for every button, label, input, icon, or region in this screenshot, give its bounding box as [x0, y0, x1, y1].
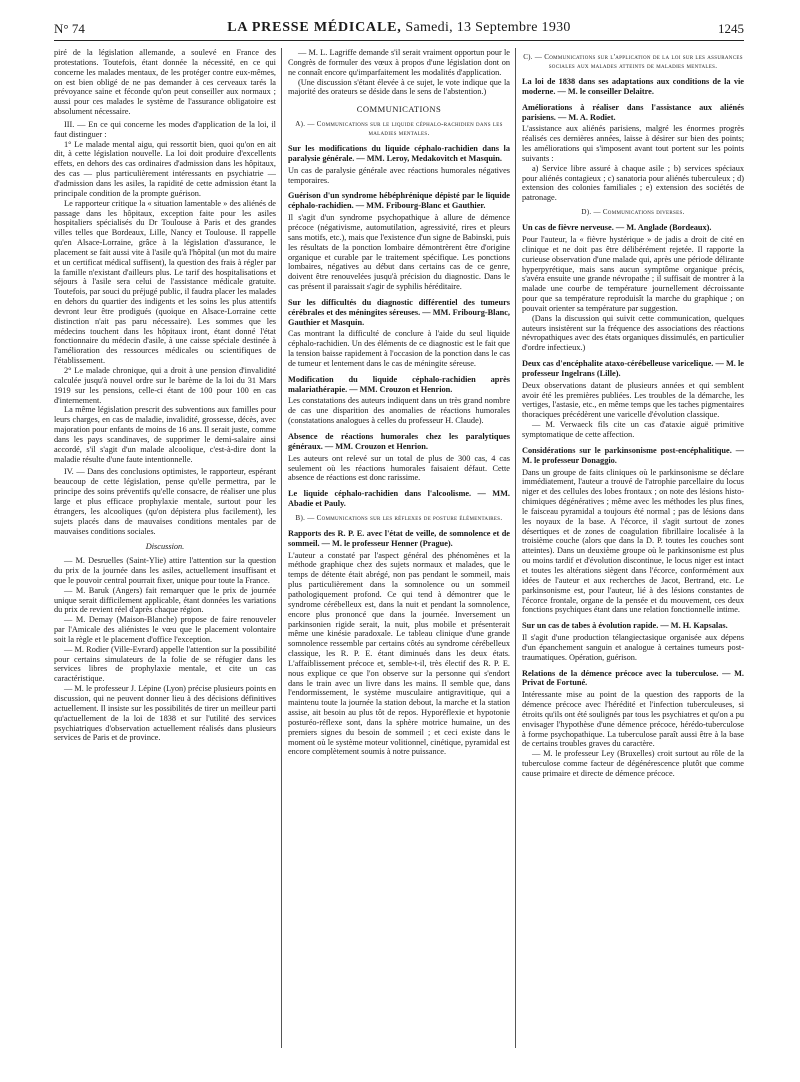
- article-heading: Un cas de fièvre nerveuse. — M. Anglade (Bordeaux).: [522, 223, 712, 233]
- journal-title: LA PRESSE MÉDICALE,: [227, 20, 402, 35]
- discussion-heading: Discussion.: [145, 542, 185, 552]
- paragraph: Le rapporteur critique la « situation lamentable » des aliénés de passage dans les hôpitaux, exception faite pour les asiles hospitaliers spécialisés du Dr Toulouse à Paris et des grandes villes telles que Bordeaux, Lille, Nancy et Toulouse. Il rappelle qu'en Alsace-Lorraine, grâce à la législation d'assurance, le placement se fait aussi vite à l'asile qu'à l'hôpital (un mot du maire et un certificat médical suffisent), la question des frais à régler par la famille n'existant d'ailleurs plus. Le tarif des hospitalisations et séjours à l'asile sera celui de l'assistance médicale gratuite. Toutefois, par souci du préjugé public, il faudra placer les malades en dehors du quartier des indigents et les soins les plus attentifs devront leur être prodigués (quoique en Alsace-Lorraine cette distinction n'ait pas paru nécessaire). Les sommes que les médecins touchent dans les hôpitaux iront, étant donné l'état fonctionnaire du médecin d'asile, à une caisse spéciale destinée à l'amélioration des ressources médicales ou scientifiques de l'établissement.: [54, 198, 276, 366]
- paragraph: 2° Le malade chronique, qui a droit à une pension d'invalidité calculée jusqu'à nouvel ordre sur le barème de la loi du 31 Mars 1919 sur les pensions, celle-ci étant de 100 pour 100 en cas d'internement.: [54, 366, 276, 405]
- article-heading: Guérison d'un syndrome hébéphrénique dépisté par le liquide céphalo-rachidien. — MM. Fribourg-Blanc et Gauthier.: [288, 191, 510, 211]
- article-text: Il s'agit d'un syndrome psychopathique à allure de démence précoce (négativisme, automutilation, agressivité, rires et pleurs sans motifs, etc.), mais que l'existence d'un signe de Babinski, puis les résultats de la ponction lombaire démontrèrent être d'origine organique et curable par le traitement spécifique. Les ponctions lombaires, négatives au début dans certains cas de ce genre, doivent être renouvelées jusqu'à précision du diagnostic. Dans le cas présent il paraissait s'agir de syphilis héréditaire.: [288, 213, 510, 292]
- page-number: 1245: [718, 21, 744, 36]
- article-text: Un cas de paralysie générale avec réactions humorales négatives temporaires.: [288, 165, 510, 185]
- article-text: Il s'agit d'une production télangiectasique organisée aux dépens d'un épanchement sanguin et analogue à certaines tumeurs post-traumatiques. Opération, guérison.: [522, 633, 744, 662]
- subsection-title: A). — Communications sur le liquide céphalo-rachidien dans les maladies mentales.: [295, 120, 503, 138]
- article-text: Deux observations datant de plusieurs années et qui semblent avoir été les premières publiées. Les troubles de la démarche, les vertiges, l'astasie, etc., en même temps que les taches pigmentaires thoraciques précédèrent une varicelle d'évolution classique.: [522, 380, 744, 420]
- article-heading: Sur un cas de tabes à évolution rapide. — M. H. Kapsalas.: [522, 621, 728, 631]
- article-text: (Dans la discussion qui suivit cette communication, quelques auteurs insistèrent sur la fréquence des associations des réactions névropathiques avec des états organiques dissimulés, en particulier d'ordre infectieux.): [522, 313, 744, 353]
- paragraph: La même législation prescrit des subventions aux familles pour leurs charges, en cas de maladie, invalidité, grossesse, décès, avec majoration pour enfants de moins de 16 ans. Il serait juste, comme dans les pays scandinaves, de supprimer le demi-salaire ainsi accordé, s'il s'agit d'un malade alcoolique, c'est-à-dire dont la maladie résulte d'une faute intentionnelle.: [54, 405, 276, 464]
- article-text: Cas montrant la difficulté de conclure à l'aide du seul liquide céphalo-rachidien. Un des éléments de ce diagnostic est le fait que la tension baisse rapidement à l'occasion de la ponction dans le cas de tumeur et lentement dans le cas de méningite séreuse.: [288, 329, 510, 368]
- article-heading: Sur les difficultés du diagnostic différentiel des tumeurs cérébrales et des méningites séreuses. — MM. Fribourg-Blanc, Gauthier et Masquin.: [288, 297, 510, 327]
- article-text: a) Service libre assuré à chaque asile ; b) services spéciaux pour aliénés contagieux ; c) sanatoria pour aliénés tuberculeux ; d) extension des colonies familiales ; e) extension des sociétés de patronage.: [522, 163, 744, 203]
- article-heading: Absence de réactions humorales chez les paralytiques généraux. — MM. Crouzon et Henrion.: [288, 432, 510, 451]
- discussion-item: — M. Baruk (Angers) fait remarquer que le prix de journée unique serait difficilement applicable, étant données les variations du prix de revient réel d'après chaque région.: [54, 585, 276, 615]
- discussion-item: — M. Desruelles (Saint-Ylie) attire l'attention sur la question du prix de la journée dans les asiles, actuellement insuffisant et que le pouvoir central pourrait fixer, unique pour toute la France.: [54, 556, 276, 585]
- article-heading: La loi de 1838 dans ses adaptations aux conditions de la vie moderne. — M. le conseiller Delaitre.: [522, 77, 744, 96]
- article-text: L'assistance aux aliénés parisiens, malgré les énormes progrès réalisés ces dernières années, laisse à désirer sur bien des points; les améliorations qui s'imposent avant tout portent sur les points suivants :: [522, 124, 744, 163]
- page-header: [54, 18, 744, 41]
- subsection-title: C). — Communications sur l'application de la loi sur les assurances sociales aux malades atteints de maladies mentales.: [523, 53, 743, 70]
- column-2: [288, 48, 510, 1068]
- article-text: Les constatations des auteurs indiquent dans un très grand nombre de cas une disparition des anomalies de réactions humorales (constatations analogues à celles du professeur H. Claude).: [288, 396, 510, 426]
- paragraph: IV. — Dans des conclusions optimistes, le rapporteur, espérant beaucoup de cette législation, pense qu'elle permettra, par le principe des soins préventifs qu'elle consacre, de réaliser une plus large et plus efficace prophylaxie mentale, surtout pour les étrangers, les alcooliques (qu'on dépistera plus facilement), les sujets placés dans de mauvaises conditions mentales par de mauvaises conditions sociales.: [54, 467, 276, 536]
- discussion-item: — M. le professeur J. Lépine (Lyon) précise plusieurs points en discussion, qui ne peuvent donner lieu à des décisions définitives actuellement. Il insiste sur les possibilités de tirer un meilleur parti qu'actuellement de la loi de 1838 et sur l'utilité des services psychiatriques d'observation actuellement réalisés dans plusieurs services de Paris et de province.: [54, 684, 276, 743]
- section-title: COMMUNICATIONS: [356, 104, 442, 115]
- discussion-item: — M. Demay (Maison-Blanche) propose de faire renouveler par l'Amicale des aliénistes le vœu que le placement volontaire soit la règle et le placement d'office l'exception.: [54, 615, 276, 644]
- article-text: — M. Verwaeck fils cite un cas d'ataxie aiguë primitive symptomatique de cette affection.: [522, 420, 744, 439]
- paragraph: 1° Le malade mental aigu, qui ressortit bien, quoi qu'on en ait dit, à cette législation nouvelle. La loi doit produire d'excellents effets, en dehors des cas ordinaires d'admission dans les hôpitaux, des cas — plus particulièrement intéressants en psychiatrie — d'admission dans les asiles, la rapidité de cette admission étant la principale condition de la prompte guérison.: [54, 139, 276, 198]
- article-heading: Le liquide céphalo-rachidien dans l'alcoolisme. — MM. Abadie et Pauly.: [288, 489, 510, 509]
- issue-number: N° 74: [54, 21, 85, 36]
- article-text: Pour l'auteur, la « fièvre hystérique » de jadis a droit de cité en clinique et ne doit pas être délibérément rejetée. Il rapporte la curieuse observation d'une malade qui, après une période délirante hyperpyrétique, mais sans aucun symptôme organique précis, s'avéra ensuite une grande névropathe ; il suffisait de montrer à la malade une courbe de température journellement décroissante pour que sa température reproduisît la marche du graphique ; on pouvait orienter sa température par suggestion.: [522, 234, 744, 313]
- article-text: Les auteurs ont relevé sur un total de plus de 300 cas, 4 cas seulement où les réactions humorales faisaient défaut. Cette absence de réactions est donc rarissime.: [288, 453, 510, 483]
- column-1: [54, 48, 276, 1068]
- article-heading: Deux cas d'encéphalite ataxo-cérébelleuse varicelique. — M. le professeur Ingelrans (Lille).: [522, 359, 744, 378]
- article-heading: Modification du liquide céphalo-rachidien après malariathérapie. — MM. Crouzon et Henrion.: [288, 374, 510, 394]
- paragraph: piré de la législation allemande, a soulevé en France des protestations. Toutefois, étant donnée la nécessité, en ce qui concerne les malades mentaux, de les protéger contre eux-mêmes, on est bien obligé de ne pas demander à ces cerveaux tarés la prévoyance saine et féconde qu'on peut conseiller aux normaux ; aussi pour ces malades le système de l'assurance obligatoire est absolument nécessaire.: [54, 48, 276, 117]
- issue-date: Samedi, 13 Septembre 1930: [405, 20, 571, 35]
- article-text: Dans un groupe de faits cliniques où le parkinsonisme se déclare immédiatement, l'auteur a trouvé de l'atrophie parcellaire du locus niger et des cellules des lobes frontaux ; on note des lésions histo-chimiques dégénératives ; même avec les méthodes les plus fines, le faisceau pyramidal a toujours été normal ; pas de lésions dans les noyaux de la base. A l'écorce, il s'agit surtout de zones désertiques et de zones de coagulation fibrillaire localisée à la troisième couche (alors que dans la D. P. toutes les couches sont atteintes). Dans un deuxième groupe où le parkinsonisme est plus ou moins tardif et d'évolution discontinue, le locus niger est intact et toutes les altérations siègent dans l'écorce, conformément aux idées de l'auteur et aux recherches de Jacot, Bertrand, etc. Le parkinsonisme est, pour l'auteur, lié à des lésions constantes de l'écorce frontale, organe de la pensée et du mouvement, ces deux fonctions psychiques étant dans une relation fonctionnelle intime.: [522, 467, 744, 615]
- article-heading: Sur les modifications du liquide céphalo-rachidien dans la paralysie générale. — MM. Leroy, Medakovitch et Masquin.: [288, 144, 510, 163]
- masthead: [54, 20, 744, 36]
- article-heading: Rapports des R. P. E. avec l'état de veille, de somnolence et de sommeil. — M. le professeur Henner (Prague).: [288, 528, 510, 548]
- column-3: [522, 48, 744, 1068]
- article-text: L'auteur a constaté par l'aspect général des phénomènes et la méthode graphique chez des sujets normaux et malades, que le temps de détente était abrégé, non pas pendant le sommeil, mais plus particulièrement dans la somnolence ou un sommeil pathologiquement profond. Ce qui tend à démontrer que le syndrome cérébelleux est, dans la nuit et pendant la somnolence, encore plus prononcé que dans la journée. Inversement un parkinsonien rigide serait, la nuit, plus mobile et présenterait même une kinésie paradoxale. Le tableau clinique d'une grande somnolence ressemble par certains côtés au syndrome cérébelleux classique, les R. P. E. étant diminués dans les deux états. L'affaiblissement précoce et, semble-t-il, très électif des R. P. E. nous explique ce que l'on observe sur la personne qui s'endort dans le train avec un livre dans les mains. Il semble que, dans l'endormissement, le système musculaire antigravitique, qui a maintenu toute la journée la station debout, la marche et la station assise, ait besoin au plus tôt de repos. Hyporéflexie et hypotonie posturéo-réflexe sont, dans la sphère motrice humaine, un des premiers signes du besoin de sommeil ; et ceci existe dans le moment où le système moteur volitionnel, cinétique, pyramidal est encore complètement soumis à notre puissance.: [288, 550, 510, 757]
- paragraph: (Une discussion s'étant élevée à ce sujet, le vote indique que la majorité des orateurs se déside dans le sens de l'abstention.): [288, 77, 510, 97]
- column-divider: [515, 48, 516, 1048]
- article-heading: Améliorations à réaliser dans l'assistance aux aliénés parisiens. — M. A. Rodiet.: [522, 102, 744, 122]
- subsection-title: B). — Communications sur les réflexes de posture élémentaires.: [295, 513, 503, 522]
- paragraph: — M. L. Lagriffe demande s'il serait vraiment opportun pour le Congrès de formuler des vœux à propos d'une législation dont on ne connaît encore qu'imparfaitement les modalités d'application.: [288, 48, 510, 77]
- article-text: Intéressante mise au point de la question des rapports de la démence précoce avec l'hérédité et l'infection tuberculeuses, si étroits qu'ils ont été soulignés par tous les psychiatres et qu'on a pu envisager l'hypothèse d'une démence précoce, hérédo-tuberculose à forme psychopathique. La tuberculose paraît aussi être à la base de certains troubles graves du caractère.: [522, 690, 744, 749]
- article-heading: Relations de la démence précoce avec la tuberculose. — M. Privat de Fortuné.: [522, 668, 744, 688]
- paragraph: III. — En ce qui concerne les modes d'application de la loi, il faut distinguer :: [54, 119, 276, 139]
- article-heading: Considérations sur le parkinsonisme post-encéphalitique. — M. le professeur Donaggio.: [522, 445, 744, 465]
- subsection-title: D). — Communications diverses.: [581, 208, 685, 217]
- discussion-item: — M. Rodier (Ville-Evrard) appelle l'attention sur la possibilité pour certains simulateurs de la folie de se réfugier dans les services libres de prophylaxie mentale, et cite un cas caractéristique.: [54, 644, 276, 684]
- article-text: — M. le professeur Ley (Bruxelles) croit surtout au rôle de la tuberculose comme facteur de dégénérescence plutôt que comme cause primaire et directe de démence précoce.: [522, 749, 744, 778]
- column-divider: [281, 48, 282, 1048]
